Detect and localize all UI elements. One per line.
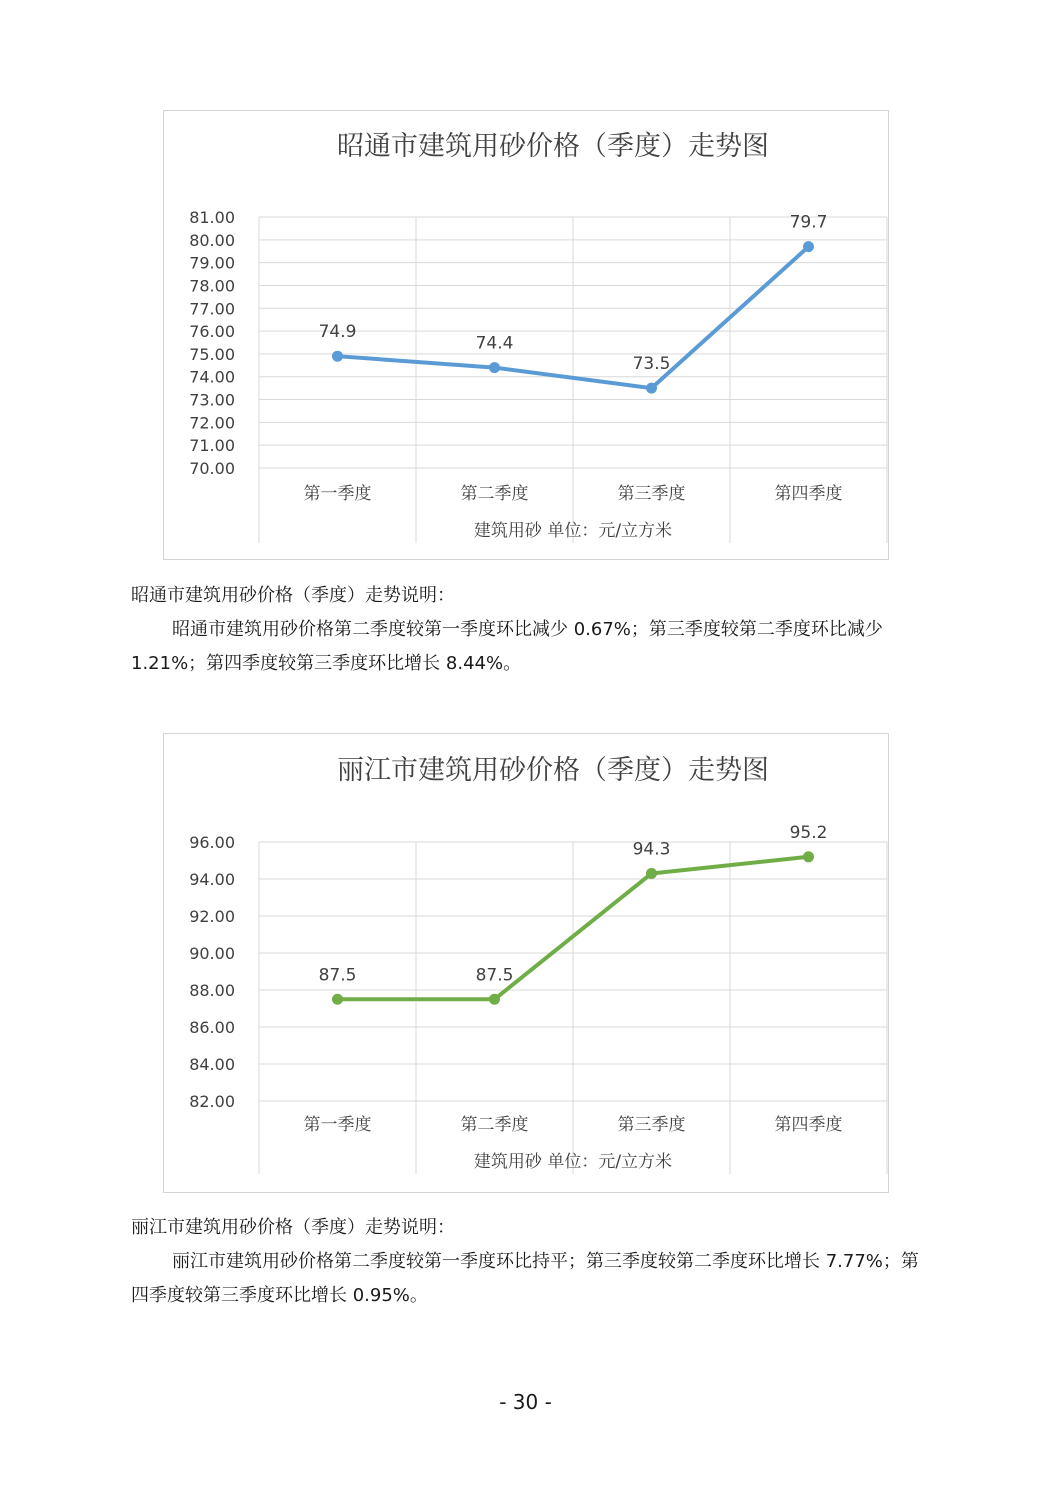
chart-title: 昭通市建筑用砂价格（季度）走势图 (337, 131, 769, 162)
y-tick-label: 71.00 (189, 436, 235, 456)
y-tick-label: 76.00 (189, 322, 235, 342)
x-tick-label: 第一季度 (303, 1115, 372, 1135)
data-point (332, 994, 343, 1005)
zhaotong-description (131, 579, 931, 681)
x-tick-label: 第四季度 (774, 484, 843, 504)
lijiang-description (131, 1211, 931, 1313)
y-tick-label: 92.00 (189, 907, 235, 926)
lijiang-chart-svg (164, 734, 888, 1192)
y-tick-label: 81.00 (189, 208, 235, 227)
data-label: 74.4 (475, 333, 514, 354)
data-label: 87.5 (475, 965, 514, 986)
y-tick-label: 88.00 (189, 981, 235, 1000)
y-tick-label: 86.00 (189, 1018, 235, 1037)
y-tick-label: 74.00 (189, 367, 235, 387)
data-point (803, 851, 814, 862)
lijiang-price-chart (163, 733, 889, 1193)
lijiang-description-heading: 丽江市建筑用砂价格（季度）走势说明： (131, 1217, 455, 1238)
y-tick-label: 79.00 (189, 253, 235, 273)
y-tick-label: 73.00 (189, 390, 235, 410)
y-tick-label: 84.00 (189, 1055, 235, 1074)
y-tick-label: 82.00 (189, 1092, 235, 1111)
data-point (332, 351, 343, 362)
y-tick-label: 90.00 (189, 944, 235, 963)
y-tick-label: 72.00 (189, 413, 235, 433)
page-number: - 30 - (499, 1390, 552, 1414)
data-label: 95.2 (789, 822, 828, 843)
y-tick-label: 80.00 (189, 230, 235, 250)
y-tick-label: 94.00 (189, 870, 235, 889)
x-tick-label: 第三季度 (617, 484, 686, 504)
lijiang-description-body: 丽江市建筑用砂价格第二季度较第一季度环比持平；第三季度较第二季度环比增长 7.77%；第四季度较第三季度环比增长 0.95%。 (131, 1251, 919, 1306)
data-label: 79.7 (789, 212, 828, 233)
data-point (646, 383, 657, 394)
x-axis-title: 建筑用砂 单位：元/立方米 (473, 1152, 673, 1172)
y-tick-label: 75.00 (189, 344, 235, 364)
y-tick-label: 77.00 (189, 299, 235, 319)
x-axis-title: 建筑用砂 单位：元/立方米 (473, 521, 673, 541)
x-tick-label: 第二季度 (460, 484, 529, 504)
y-tick-label: 96.00 (189, 833, 235, 852)
y-tick-label: 70.00 (189, 459, 235, 478)
data-point (646, 868, 657, 879)
x-tick-label: 第四季度 (774, 1115, 843, 1135)
data-label: 87.5 (318, 965, 357, 986)
zhaotong-chart-svg (164, 111, 888, 559)
data-label: 94.3 (632, 839, 671, 860)
data-label: 73.5 (632, 354, 671, 375)
x-tick-label: 第一季度 (303, 484, 372, 504)
data-point (489, 362, 500, 373)
zhaotong-price-chart (163, 110, 889, 560)
chart-title: 丽江市建筑用砂价格（季度）走势图 (337, 755, 769, 786)
data-point (803, 241, 814, 252)
x-tick-label: 第三季度 (617, 1115, 686, 1135)
data-point (489, 994, 500, 1005)
zhaotong-description-heading: 昭通市建筑用砂价格（季度）走势说明： (131, 585, 455, 606)
x-tick-label: 第二季度 (460, 1115, 529, 1135)
zhaotong-description-body: 昭通市建筑用砂价格第二季度较第一季度环比减少 0.67%；第三季度较第二季度环比减少 1.21%；第四季度较第三季度环比增长 8.44%。 (131, 619, 883, 674)
y-tick-label: 78.00 (189, 276, 235, 296)
data-label: 74.9 (318, 322, 357, 343)
